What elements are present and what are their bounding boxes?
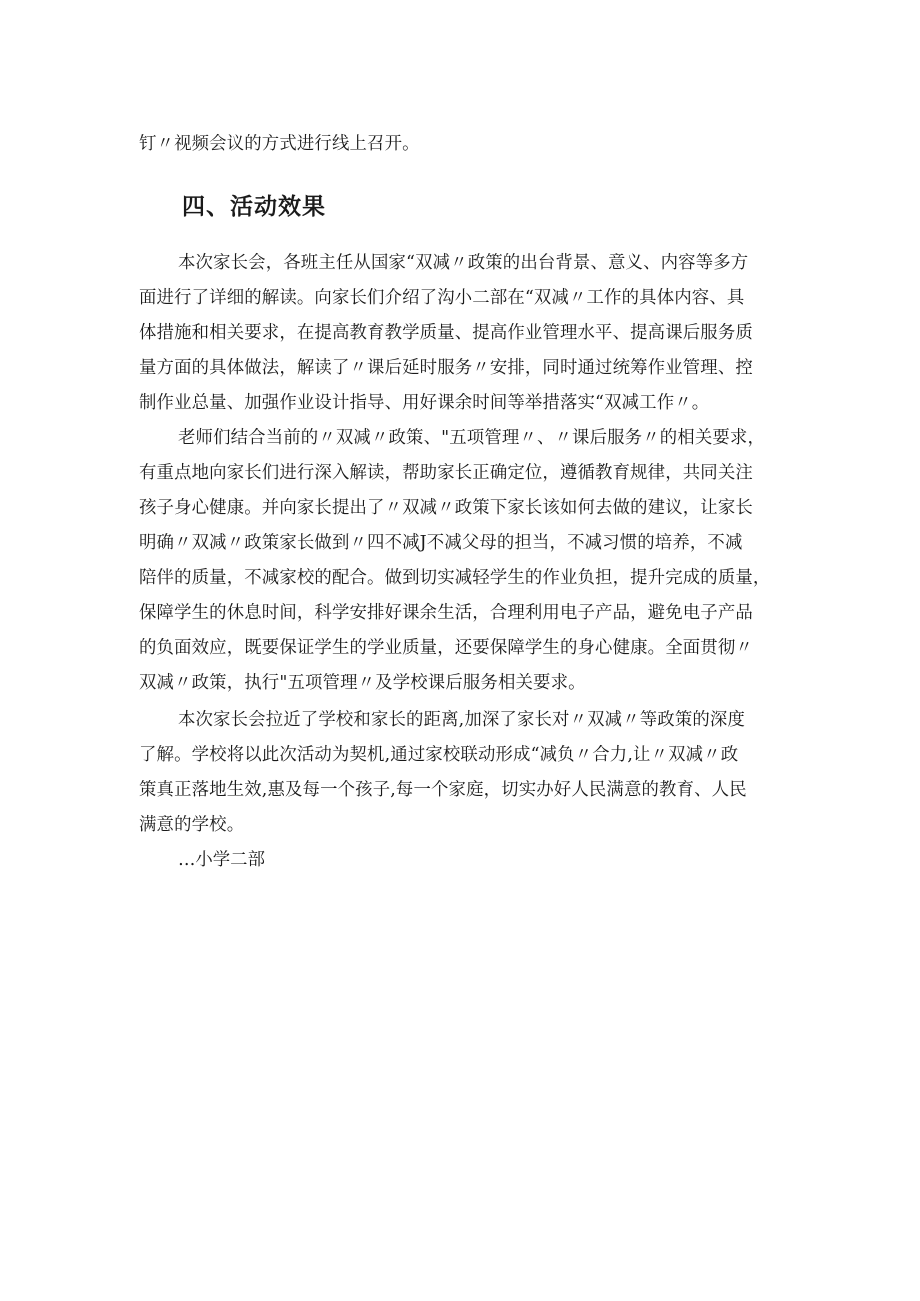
paragraph-1-line-2: 面进行了详细的解读。向家长们介绍了沟小二部在“双减〃工作的具体内容、具: [139, 288, 745, 308]
signature: …小学二部: [178, 850, 265, 870]
section-heading: 四、活动效果: [182, 194, 326, 220]
paragraph-3-line-4: 满意的学校。: [139, 815, 245, 835]
paragraph-3-line-2: 了解。学校将以此次活动为契机,通过家校联动形成“减负〃合力,让〃双减〃政: [139, 745, 739, 765]
intro-tail-line: 钉〃视频会议的方式进行线上召开。: [139, 134, 420, 154]
paragraph-1-line-3: 体措施和相关要求，在提高教育教学质量、提高作业管理水平、提高课后服务质: [139, 323, 753, 343]
paragraph-2-line-8: 双减〃政策，执行"五项管理〃及学校课后服务相关要求。: [139, 673, 586, 693]
paragraph-1-line-5: 制作业总量、加强作业设计指导、用好课余时间等举措落实“双减工作〃。: [139, 393, 710, 413]
paragraph-2-line-4: 明确〃双减〃政策家长做到〃四不减J不减父母的担当，不减习惯的培养，不减: [139, 533, 743, 553]
paragraph-2-line-2: 有重点地向家长们进行深入解读，帮助家长正确定位，遵循教育规律，共同关注: [139, 463, 753, 483]
paragraph-1-line-1: 本次家长会，各班主任从国家“双减〃政策的出台背景、意义、内容等多方: [178, 253, 749, 273]
paragraph-3-line-1: 本次家长会拉近了学校和家长的距离,加深了家长对〃双减〃等政策的深度: [178, 710, 745, 730]
paragraph-2-line-6: 保障学生的休息时间，科学安排好课余生活，合理利用电子产品，避免电子产品: [139, 603, 753, 623]
paragraph-1-line-4: 量方面的具体做法，解读了〃课后延时服务〃安排，同时通过统筹作业管理、控: [139, 358, 753, 378]
paragraph-2-line-5: 陪伴的质量，不减家校的配合。做到切实减轻学生的作业负担，提升完成的质量，: [139, 568, 771, 588]
paragraph-3-line-3: 策真正落地生效,惠及每一个孩子,每一个家庭，切实办好人民满意的教育、人民: [139, 780, 747, 800]
paragraph-2-line-1: 老师们结合当前的〃双减〃政策、"五项管理〃、〃课后服务〃的相关要求，: [178, 428, 765, 448]
paragraph-2-line-7: 的负面效应，既要保证学生的学业质量，还要保障学生的身心健康。全面贯彻〃: [139, 638, 753, 658]
paragraph-2-line-3: 孩子身心健康。并向家长提出了〃双减〃政策下家长该如何去做的建议，让家长: [139, 498, 753, 518]
